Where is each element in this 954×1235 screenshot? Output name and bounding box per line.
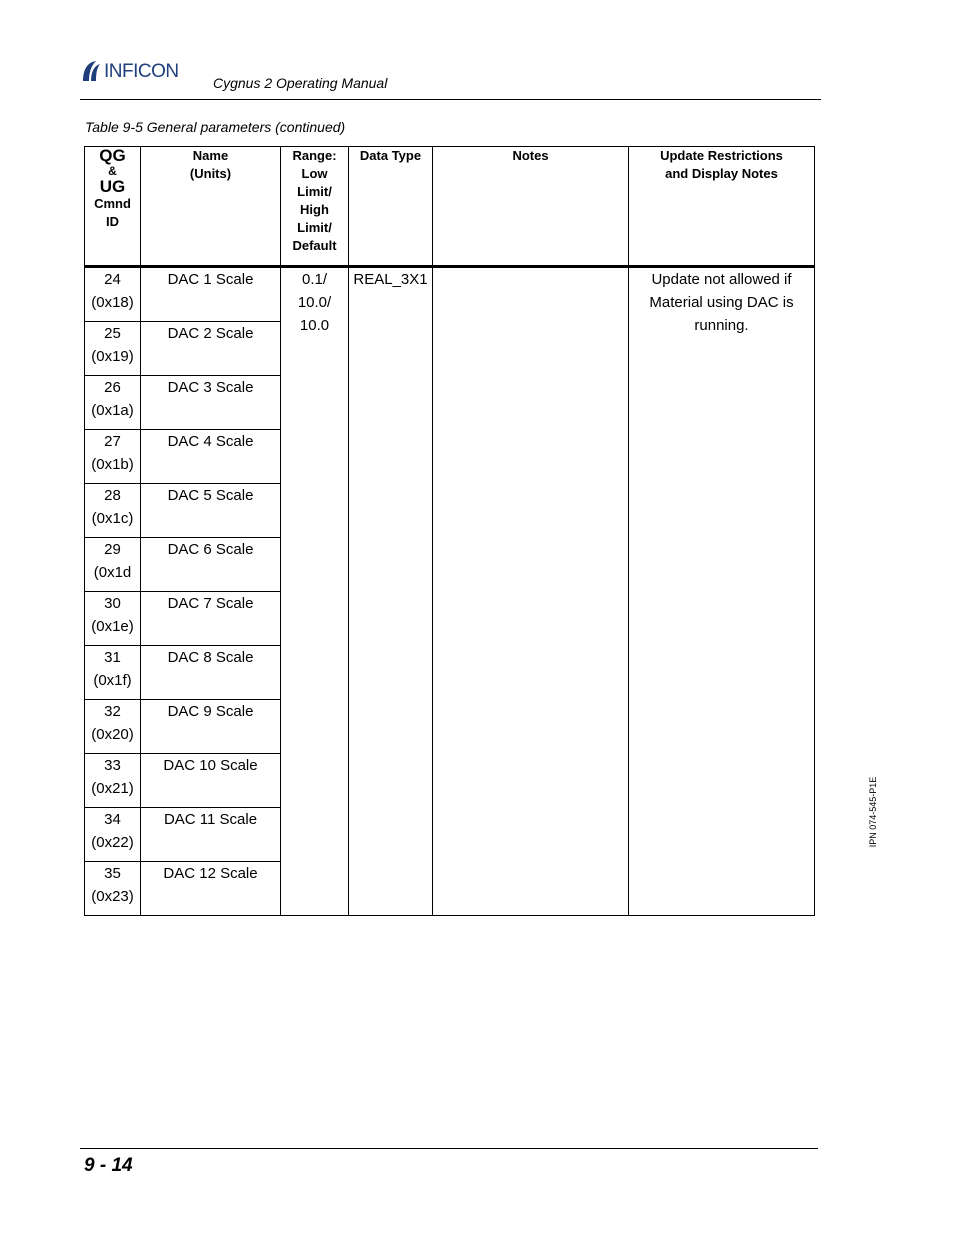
cmd-hex: (0x18) [91, 294, 134, 311]
header-name [141, 147, 281, 267]
inficon-logo [80, 58, 179, 84]
header-update-line: Update Restrictions [660, 148, 783, 163]
cmd-id-cell [85, 754, 141, 808]
update-value-line: running. [694, 317, 749, 334]
cmd-id: 29 [104, 541, 121, 558]
cmd-id-cell [85, 322, 141, 376]
header-update-line: and Display Notes [665, 166, 778, 181]
header-id: ID [106, 214, 119, 229]
cmd-id-cell [85, 484, 141, 538]
update-value-line: Material using DAC is [649, 294, 794, 311]
cmd-id: 27 [104, 433, 121, 450]
cmd-id: 25 [104, 325, 121, 342]
header-range-line: Limit/ [297, 184, 332, 199]
range-value-line: 0.1/ [301, 271, 328, 288]
logo-wordmark: INFICON [104, 60, 179, 82]
cmd-id-cell [85, 376, 141, 430]
cmd-hex: (0x1f) [93, 672, 132, 689]
header-qg: QG [99, 146, 126, 165]
param-name: DAC 5 Scale [141, 484, 281, 538]
param-name: DAC 1 Scale [141, 267, 281, 322]
cmd-hex: (0x19) [91, 348, 134, 365]
param-name: DAC 4 Scale [141, 430, 281, 484]
param-name: DAC 12 Scale [141, 862, 281, 916]
cmd-id: 35 [104, 865, 121, 882]
cmd-id: 34 [104, 811, 121, 828]
cmd-hex: (0x1b) [91, 456, 134, 473]
param-name: DAC 6 Scale [141, 538, 281, 592]
header-range [281, 147, 349, 267]
notes-cell [433, 267, 629, 916]
data-type-cell: REAL_3X1 [349, 267, 433, 916]
cmd-hex: (0x1a) [91, 402, 134, 419]
cmd-id-cell [85, 862, 141, 916]
header-range-line: Low [301, 166, 328, 181]
cmd-hex: (0x1e) [91, 618, 134, 635]
header-amp: & [108, 164, 117, 178]
param-name: DAC 10 Scale [141, 754, 281, 808]
header-range-line: Limit/ [297, 220, 332, 235]
table-header-row [85, 147, 815, 267]
param-name: DAC 3 Scale [141, 376, 281, 430]
update-restrictions-cell [629, 267, 815, 916]
cmd-id: 30 [104, 595, 121, 612]
cmd-id-cell [85, 267, 141, 322]
cmd-id: 33 [104, 757, 121, 774]
cmd-id: 31 [104, 649, 121, 666]
cmd-hex: (0x23) [91, 888, 134, 905]
page-number: 9 - 14 [84, 1155, 133, 1176]
header-data-type: Data Type [349, 147, 433, 267]
header-name-units: (Units) [189, 166, 232, 181]
cmd-id-cell [85, 538, 141, 592]
manual-title: Cygnus 2 Operating Manual [213, 75, 388, 91]
range-value-line: 10.0 [299, 317, 330, 334]
cmd-hex: (0x1d [93, 564, 132, 581]
cmd-hex: (0x1c) [91, 510, 134, 527]
cmd-hex: (0x20) [91, 726, 134, 743]
cmd-hex: (0x21) [91, 780, 134, 797]
param-name: DAC 9 Scale [141, 700, 281, 754]
header-cmd-id [85, 147, 141, 267]
table-row [85, 267, 815, 322]
header-name-label: Name [192, 148, 229, 163]
inficon-logo-icon [80, 59, 102, 83]
range-value-line: 10.0/ [297, 294, 332, 311]
cmd-id-cell [85, 646, 141, 700]
update-value-line: Update not allowed if [651, 271, 792, 288]
ipn-side-label: IPN 074-545-P1E [868, 776, 878, 848]
range-cell [281, 267, 349, 916]
cmd-id-cell [85, 808, 141, 862]
header-range-line: Range: [292, 148, 337, 163]
header-divider [80, 99, 821, 100]
general-parameters-table [84, 146, 815, 916]
footer-divider [80, 1148, 818, 1149]
header-range-line: High [300, 202, 329, 217]
cmd-id: 24 [104, 271, 121, 288]
cmd-id-cell [85, 592, 141, 646]
cmd-id: 32 [104, 703, 121, 720]
param-name: DAC 7 Scale [141, 592, 281, 646]
header-range-line: Default [292, 238, 337, 253]
param-name: DAC 2 Scale [141, 322, 281, 376]
header-notes: Notes [433, 147, 629, 267]
cmd-id: 26 [104, 379, 121, 396]
header-ug: UG [99, 177, 126, 196]
header-update-restrictions [629, 147, 815, 267]
header-cmnd: Cmnd [94, 196, 131, 211]
param-name: DAC 8 Scale [141, 646, 281, 700]
param-name: DAC 11 Scale [141, 808, 281, 862]
cmd-id-cell [85, 430, 141, 484]
table-caption: Table 9-5 General parameters (continued) [85, 119, 346, 135]
cmd-id-cell [85, 700, 141, 754]
cmd-id: 28 [104, 487, 121, 504]
cmd-hex: (0x22) [91, 834, 134, 851]
